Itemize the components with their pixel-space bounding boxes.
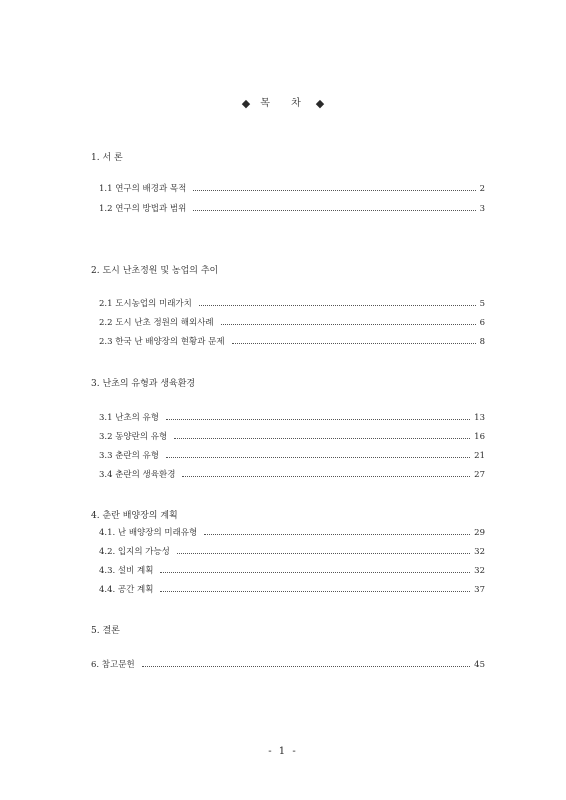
- toc-entry-page: 21: [474, 451, 485, 461]
- toc-entry-4-1[interactable]: [99, 526, 485, 538]
- toc-entry-page: 13: [474, 413, 485, 423]
- toc-entry-6[interactable]: [91, 658, 485, 670]
- section-heading-1: 1. 서 론: [91, 153, 123, 163]
- dot-leader: [204, 534, 470, 535]
- toc-title: [0, 94, 566, 109]
- toc-entry-page: 32: [474, 566, 485, 576]
- toc-entry-label: 1.2 연구의 방법과 범위: [99, 204, 187, 214]
- dot-leader: [193, 210, 475, 211]
- toc-entry-label: 3.3 춘란의 유형: [99, 451, 159, 461]
- toc-entry-3-2[interactable]: [99, 430, 485, 442]
- dot-leader: [232, 343, 476, 344]
- toc-entry-label: 2.3 한국 난 배양장의 현황과 문제: [99, 337, 225, 347]
- toc-entry-label: 4.3. 설비 계획: [99, 566, 154, 576]
- toc-entry-1-2[interactable]: [99, 202, 485, 214]
- toc-entry-4-3[interactable]: [99, 564, 485, 576]
- dot-leader: [166, 419, 470, 420]
- section-heading-3: 3. 난초의 유형과 생육환경: [91, 379, 196, 389]
- toc-entry-page: 37: [474, 585, 485, 595]
- section-heading-5: 5. 결론: [91, 626, 120, 636]
- toc-entry-label: 3.1 난초의 유형: [99, 413, 159, 423]
- dot-leader: [174, 438, 470, 439]
- section-heading-2: 2. 도시 난초정원 및 농업의 추이: [91, 266, 219, 276]
- section-heading-4: 4. 춘란 배양장의 계획: [91, 511, 178, 521]
- toc-entry-2-3[interactable]: [99, 335, 485, 347]
- toc-entry-label: 4.2. 입지의 가능성: [99, 547, 170, 557]
- toc-entry-label: 1.1 연구의 배경과 목적: [99, 184, 187, 194]
- diamond-right-icon: ◆: [315, 97, 325, 110]
- toc-entry-page: 3: [479, 204, 485, 214]
- toc-entry-3-1[interactable]: [99, 411, 485, 423]
- dot-leader: [160, 572, 470, 573]
- toc-entry-label: 3.2 동양란의 유형: [99, 432, 168, 442]
- dot-leader: [221, 324, 476, 325]
- page-number: - 1 -: [268, 746, 298, 757]
- dot-leader: [193, 190, 475, 191]
- toc-entry-page: 6: [479, 318, 485, 328]
- dot-leader: [142, 666, 471, 667]
- toc-entry-4-4[interactable]: [99, 583, 485, 595]
- toc-entry-2-1[interactable]: [99, 297, 485, 309]
- dot-leader: [182, 476, 470, 477]
- toc-entry-page: 27: [474, 470, 485, 480]
- toc-entry-page: 2: [479, 184, 485, 194]
- toc-entry-label: 4.4. 공간 계획: [99, 585, 154, 595]
- toc-entry-page: 8: [479, 337, 485, 347]
- toc-entry-3-4[interactable]: [99, 468, 485, 480]
- toc-entry-label: 2.2 도시 난초 정원의 해외사례: [99, 318, 214, 328]
- toc-entry-page: 29: [474, 528, 485, 538]
- toc-entry-3-3[interactable]: [99, 449, 485, 461]
- toc-entry-4-2[interactable]: [99, 545, 485, 557]
- toc-entry-label: 3.4 춘란의 생육환경: [99, 470, 176, 480]
- toc-entry-page: 45: [474, 660, 485, 670]
- toc-entry-2-2[interactable]: [99, 316, 485, 328]
- toc-entry-page: 16: [474, 432, 485, 442]
- dot-leader: [177, 553, 470, 554]
- toc-entry-page: 32: [474, 547, 485, 557]
- toc-title-text: 목 차: [260, 98, 310, 109]
- dot-leader: [166, 457, 470, 458]
- toc-entry-1-1[interactable]: [99, 182, 485, 194]
- dot-leader: [160, 591, 470, 592]
- toc-entry-page: 5: [479, 299, 485, 309]
- toc-entry-label: 4.1. 난 배양장의 미래유형: [99, 528, 198, 538]
- section-heading-6: 6. 참고문헌: [91, 660, 135, 670]
- diamond-left-icon: ◆: [241, 97, 251, 110]
- dot-leader: [199, 305, 476, 306]
- toc-entry-label: 2.1 도시농업의 미래가치: [99, 299, 192, 309]
